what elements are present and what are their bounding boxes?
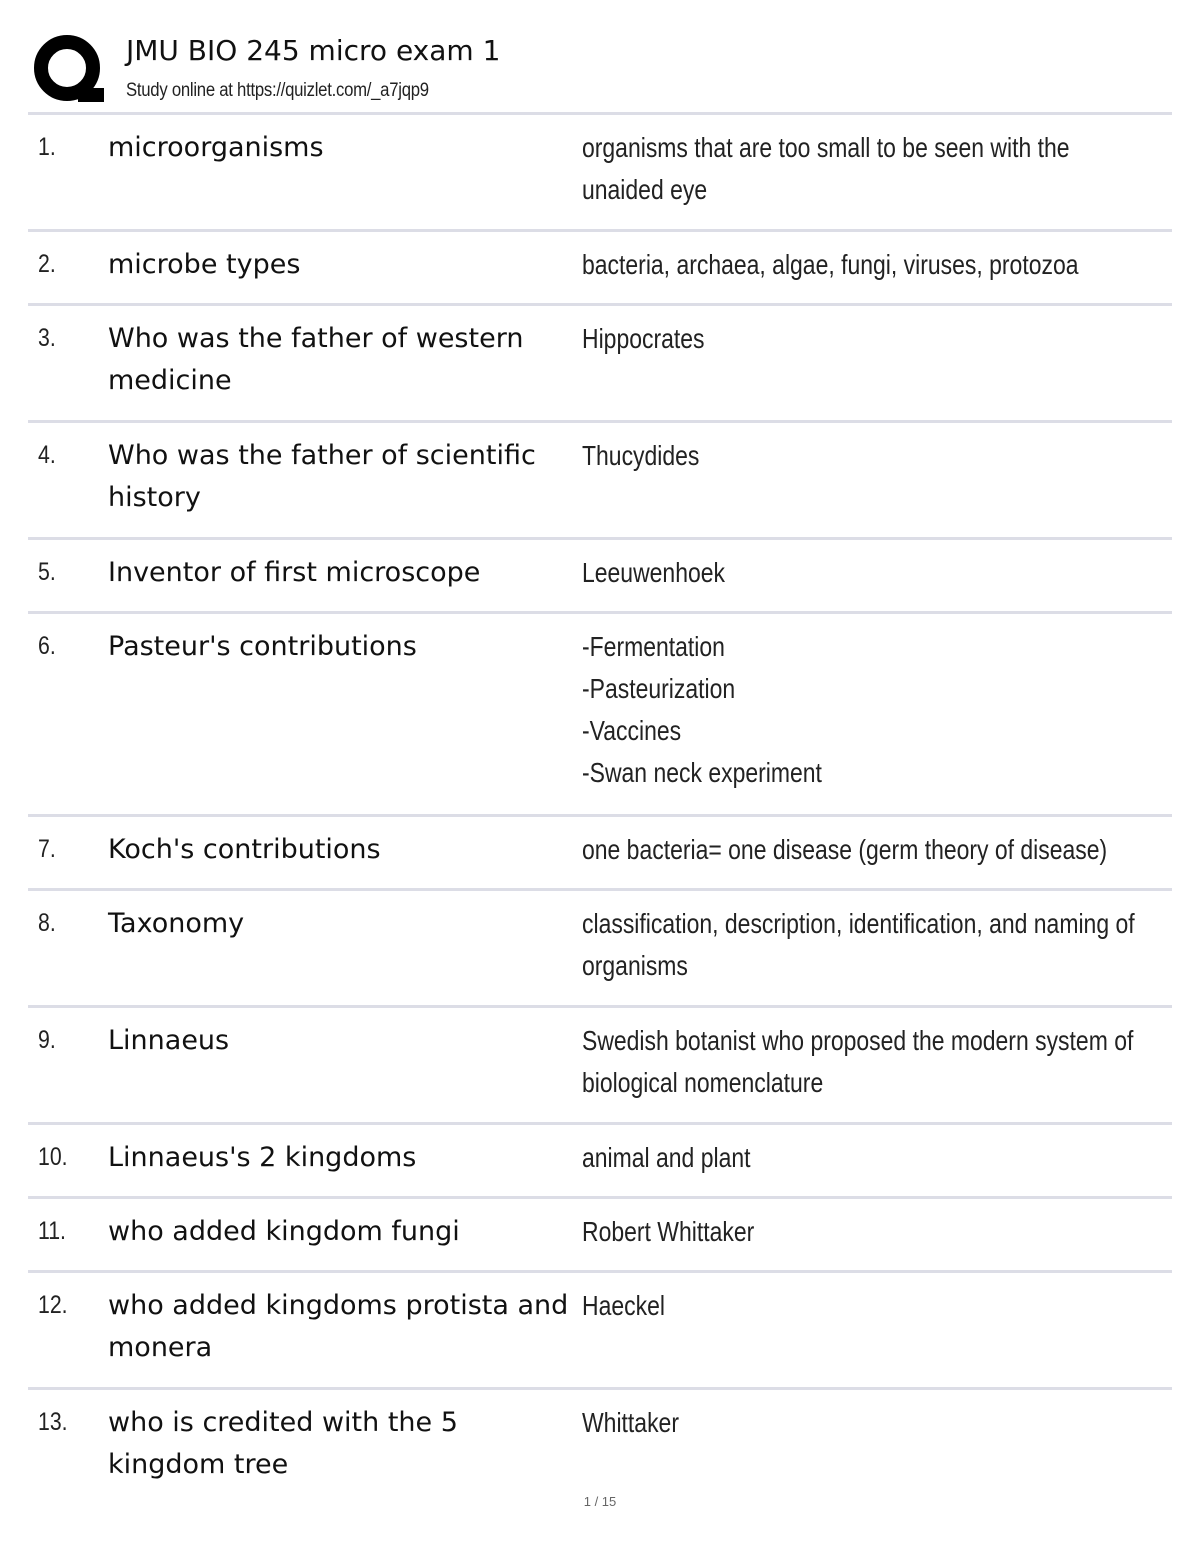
card-number: 13. (38, 1408, 68, 1436)
card-term: who added kingdoms protista and monera (108, 1290, 569, 1363)
card-number: 8. (38, 909, 56, 937)
card-number: 4. (38, 441, 56, 469)
flashcard-row (28, 1008, 1172, 1125)
card-definition: Leeuwenhoek (582, 557, 725, 588)
flashcard-row (28, 115, 1172, 232)
card-term: Who was the father of western medicine (108, 323, 524, 396)
flashcard-row (28, 1199, 1172, 1273)
card-number: 2. (38, 250, 56, 278)
page-title: JMU BIO 245 micro exam 1 (126, 34, 501, 67)
document-header (28, 28, 1172, 112)
flashcard-row (28, 614, 1172, 817)
card-definition: Haeckel (582, 1290, 665, 1321)
card-definition: organisms that are too small to be seen with the unaided eye (582, 132, 1070, 205)
card-number: 5. (38, 558, 56, 586)
flashcard-row (28, 891, 1172, 1008)
card-number: 10. (38, 1143, 68, 1171)
card-number: 7. (38, 835, 56, 863)
card-definition: Robert Whittaker (582, 1216, 755, 1247)
study-online-link[interactable]: Study online at https://quizlet.com/_a7jqp9 (126, 80, 429, 101)
card-definition: animal and plant (582, 1142, 751, 1173)
card-definition: one bacteria= one disease (germ theory of disease) (582, 834, 1108, 865)
card-definition: Hippocrates (582, 323, 705, 354)
card-definition: -Fermentation -Pasteurization -Vaccines -Swan neck experiment (582, 631, 822, 788)
card-term: microbe types (108, 249, 301, 280)
card-term: Taxonomy (108, 908, 245, 939)
flashcard-row (28, 306, 1172, 423)
card-term: Linnaeus's 2 kingdoms (108, 1142, 417, 1173)
card-term: Inventor of first microscope (108, 557, 481, 588)
card-definition: Thucydides (582, 440, 700, 471)
card-definition: Swedish botanist who proposed the modern system of biological nomenclature (582, 1025, 1134, 1098)
flashcard-row (28, 232, 1172, 306)
flashcard-row (28, 1390, 1172, 1498)
card-number: 3. (38, 324, 56, 352)
flashcard-list (28, 115, 1172, 1498)
card-number: 6. (38, 632, 56, 660)
card-term: who added kingdom fungi (108, 1216, 460, 1247)
card-term: Pasteur's contributions (108, 631, 417, 662)
flashcard-row (28, 540, 1172, 614)
card-term: who is credited with the 5 kingdom tree (108, 1407, 458, 1480)
flashcard-row (28, 1273, 1172, 1390)
card-definition: Whittaker (582, 1407, 679, 1438)
card-term: microorganisms (108, 132, 324, 163)
card-number: 9. (38, 1026, 56, 1054)
quizlet-logo-icon (32, 32, 106, 106)
card-number: 1. (38, 133, 56, 161)
flashcard-row (28, 1125, 1172, 1199)
card-definition: classification, description, identification, and naming of organisms (582, 908, 1135, 981)
card-term: Linnaeus (108, 1025, 230, 1056)
card-term: Koch's contributions (108, 834, 381, 865)
card-definition: bacteria, archaea, algae, fungi, viruses, protozoa (582, 249, 1079, 280)
card-number: 12. (38, 1291, 68, 1319)
flashcard-row (28, 817, 1172, 891)
flashcard-row (28, 423, 1172, 540)
card-number: 11. (38, 1217, 66, 1245)
page-number: 1 / 15 (583, 1494, 617, 1509)
card-term: Who was the father of scientific history (108, 440, 536, 513)
